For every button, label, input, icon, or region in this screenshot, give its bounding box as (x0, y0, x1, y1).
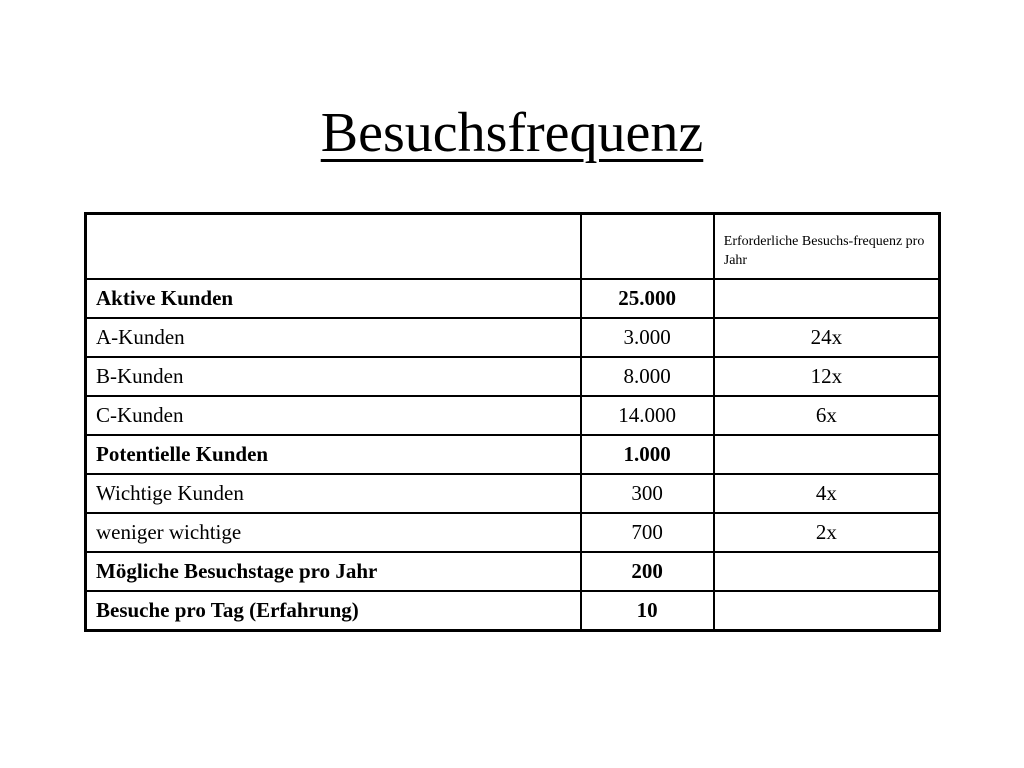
row-count: 200 (581, 552, 714, 591)
row-label: Besuche pro Tag (Erfahrung) (86, 591, 581, 631)
table-row (86, 474, 940, 513)
row-frequency: 4x (714, 474, 940, 513)
table-row (86, 591, 940, 631)
row-frequency: 6x (714, 396, 940, 435)
visit-frequency-table (84, 212, 941, 632)
table-row (86, 279, 940, 318)
header-cell-label (86, 214, 581, 280)
table-row (86, 318, 940, 357)
row-frequency: 24x (714, 318, 940, 357)
row-count: 25.000 (581, 279, 714, 318)
table-row (86, 513, 940, 552)
row-frequency (714, 435, 940, 474)
slide-title-text: Besuchsfrequenz (320, 102, 704, 164)
row-frequency (714, 279, 940, 318)
row-frequency: 2x (714, 513, 940, 552)
row-frequency (714, 591, 940, 631)
row-label: A-Kunden (86, 318, 581, 357)
slide-title (0, 98, 1024, 168)
row-count: 14.000 (581, 396, 714, 435)
row-label: Mögliche Besuchstage pro Jahr (86, 552, 581, 591)
row-frequency (714, 552, 940, 591)
row-count: 300 (581, 474, 714, 513)
row-label: weniger wichtige (86, 513, 581, 552)
row-label: Wichtige Kunden (86, 474, 581, 513)
row-count: 1.000 (581, 435, 714, 474)
row-frequency: 12x (714, 357, 940, 396)
row-label: Potentielle Kunden (86, 435, 581, 474)
table-header-row (86, 214, 940, 280)
row-count: 700 (581, 513, 714, 552)
table-row (86, 435, 940, 474)
row-count: 10 (581, 591, 714, 631)
row-count: 3.000 (581, 318, 714, 357)
table-row (86, 552, 940, 591)
table-row (86, 357, 940, 396)
row-label: Aktive Kunden (86, 279, 581, 318)
table-row (86, 396, 940, 435)
row-label: B-Kunden (86, 357, 581, 396)
header-cell-frequency: Erforderliche Besuchs-frequenz pro Jahr (714, 214, 940, 280)
header-cell-count (581, 214, 714, 280)
row-label: C-Kunden (86, 396, 581, 435)
row-count: 8.000 (581, 357, 714, 396)
